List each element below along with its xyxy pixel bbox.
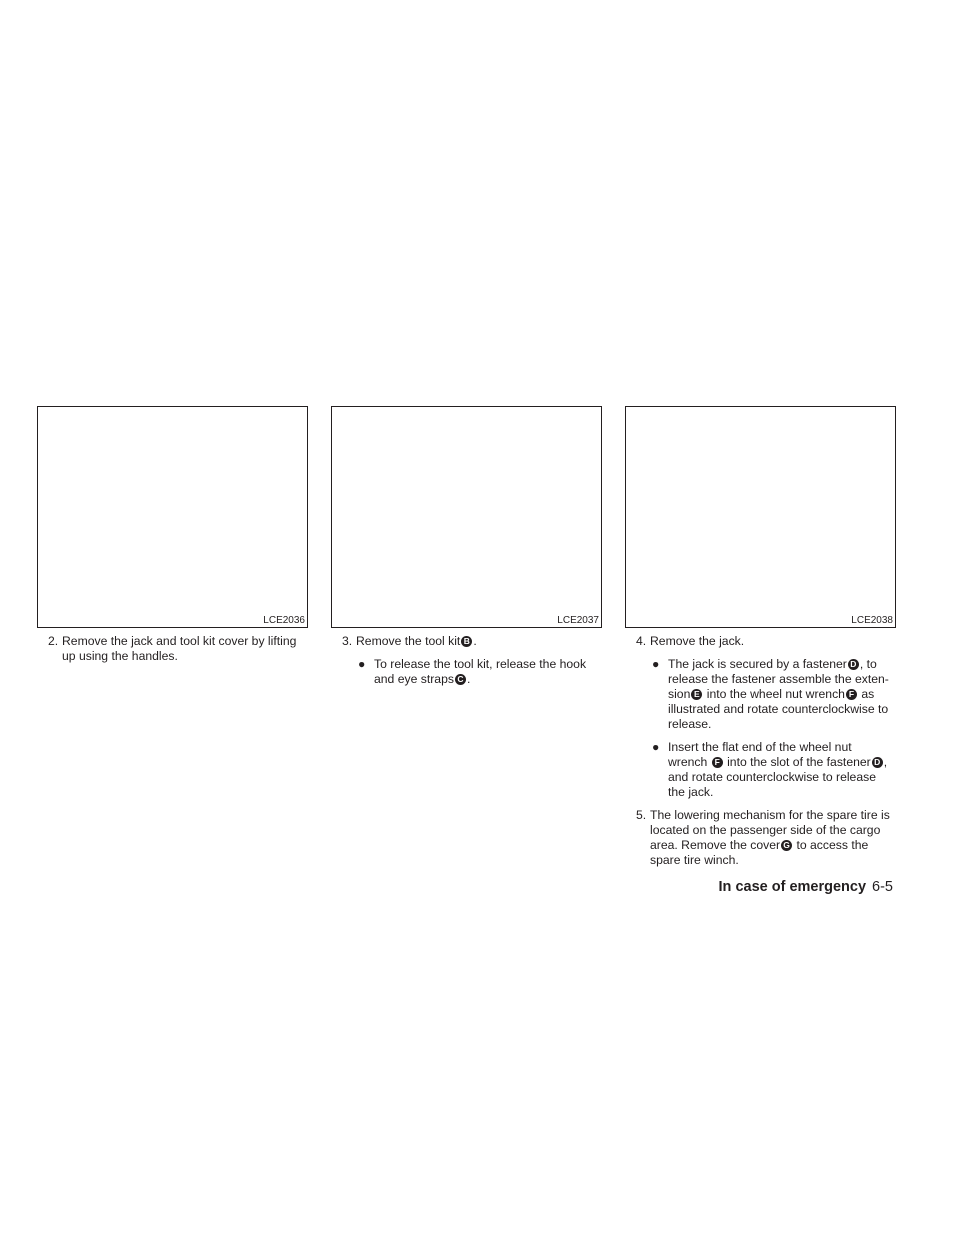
step-text: .	[473, 634, 477, 648]
bullet-text: To release the tool kit, release the hook and eye straps	[374, 657, 587, 686]
bullet-insert-wrench	[628, 740, 890, 800]
page-footer	[719, 878, 893, 896]
figure-lce2037	[331, 406, 602, 628]
step-text: Remove the jack and tool kit cover by lifting up using the handles.	[62, 634, 297, 663]
figure-lce2038	[625, 406, 896, 628]
figure-code: LCE2038	[851, 615, 893, 626]
figure-code: LCE2037	[557, 615, 599, 626]
bullet-text: Insert the flat end of the wheel nut wrench	[668, 740, 852, 769]
figure-lce2036	[37, 406, 308, 628]
column-3	[628, 634, 890, 876]
figure-code: LCE2036	[263, 615, 305, 626]
column-2	[334, 634, 596, 695]
step-number: 3.	[342, 634, 353, 648]
step-text: Remove the tool kit	[356, 634, 461, 648]
column-1	[40, 634, 302, 672]
bullet-release-tool-kit	[334, 657, 596, 687]
bullet-dot-icon: ●	[358, 657, 366, 671]
step-text: Remove the jack.	[650, 634, 745, 648]
step-4	[628, 634, 890, 649]
step-2	[40, 634, 302, 664]
step-text: The lowering mechanism for the spare tire is located on the passenger side of the cargo area. Remove the cover	[650, 808, 890, 852]
step-number: 2.	[48, 634, 59, 648]
ref-f-icon: F	[846, 689, 857, 700]
bullet-text: The jack is secured by a fastener	[668, 657, 847, 671]
ref-d-icon: D	[848, 659, 859, 670]
bullet-dot-icon: ●	[652, 657, 660, 671]
section-title: In case of emergency	[718, 879, 867, 895]
ref-d-icon: D	[872, 757, 883, 768]
ref-e-icon: E	[691, 689, 702, 700]
step-3	[334, 634, 596, 649]
bullet-text: as illustrated and rotate counterclockwise to release.	[668, 687, 889, 731]
bullet-dot-icon: ●	[652, 740, 660, 754]
step-number: 5.	[636, 808, 647, 822]
ref-b-icon: B	[461, 636, 472, 647]
ref-g-icon: G	[781, 840, 792, 851]
bullet-text: .	[466, 672, 471, 686]
step-text: to access the spare tire winch.	[650, 838, 869, 867]
bullet-text: , to release the fastener assemble the exten- sion	[668, 657, 889, 701]
bullet-jack-fastener	[628, 657, 890, 732]
bullet-text: , and rotate counterclockwise to release the jack.	[668, 755, 888, 799]
step-5	[628, 808, 890, 868]
page-number: 6-5	[872, 879, 893, 895]
step-number: 4.	[636, 634, 647, 648]
ref-f-icon: F	[712, 757, 723, 768]
bullet-text: into the wheel nut wrench	[706, 687, 845, 701]
bullet-text: into the slot of the fastener	[727, 755, 871, 769]
ref-c-icon: C	[455, 674, 466, 685]
